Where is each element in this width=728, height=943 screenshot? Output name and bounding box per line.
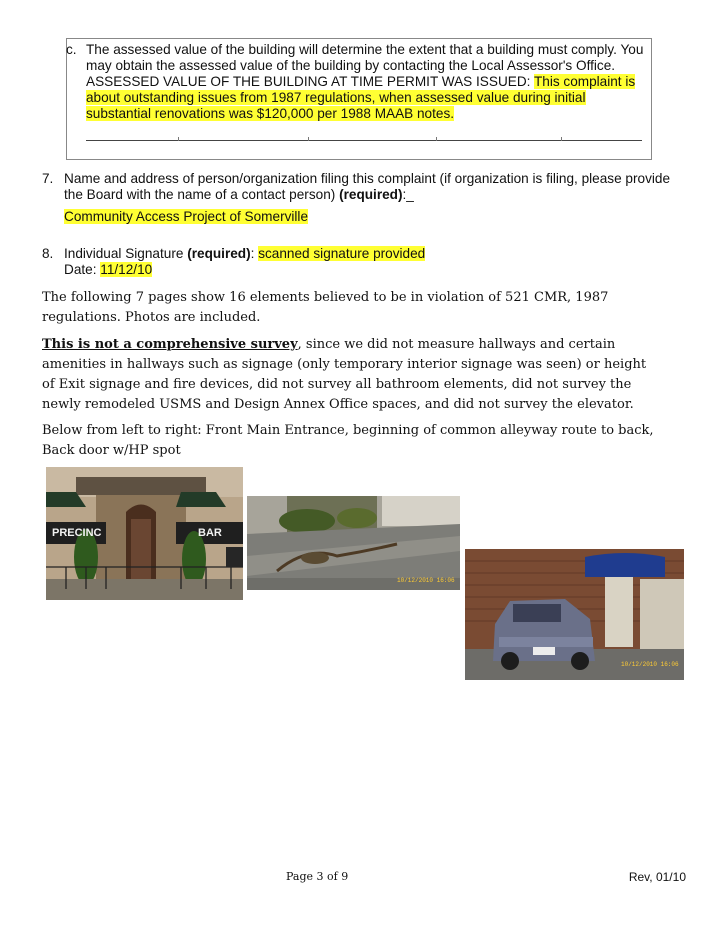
- survey-note-rest: , since we did not measure hallways and certain amenities in hallways such as signage (only temporary interior signage was seen) or height of Exit signage and fire devices, did not survey all bathroom elements, did not survey the newly remodeled USMS and Design Annex Office spaces, and did not survey the elevator.: [42, 337, 647, 412]
- item-7-suffix: :_: [402, 187, 414, 202]
- item-7-answer: Community Access Project of Somerville: [64, 209, 309, 224]
- item-8-question: [64, 246, 674, 278]
- item-c-text2: ASSESSED VALUE OF THE BUILDING AT TIME PERMIT WAS ISSUED:: [86, 74, 534, 89]
- item-7-question: [64, 171, 674, 225]
- item-c-letter: c.: [66, 42, 77, 57]
- item-c-text: [86, 42, 651, 122]
- answer-line: [86, 140, 642, 141]
- item-8-date-label: Date:: [64, 262, 101, 277]
- item-c-highlight: This complaint is about outstanding issues from 1987 regulations, when assessed value during initial substantial renovations was $120,000 per 1988 MAAB notes.: [86, 74, 636, 121]
- revision-label: Rev, 01/10: [628, 870, 686, 884]
- photo-front-entrance: [46, 467, 243, 600]
- photo-caption: Below from left to right: Front Main Entrance, beginning of common alleyway route to back, Back door w/HP spot: [42, 423, 654, 458]
- survey-note-bold: This is not a comprehensive survey: [42, 337, 298, 352]
- intro-paragraph: The following 7 pages show 16 elements believed to be in violation of 521 CMR, 1987 regulations. Photos are included.: [42, 290, 609, 325]
- item-8-required: (required): [187, 246, 251, 261]
- photo1-sign-left: PRECINC: [52, 527, 102, 539]
- item-8-number: 8.: [42, 246, 54, 261]
- item-7-required: (required): [339, 187, 403, 202]
- item-8-answer: scanned signature provided: [258, 246, 426, 261]
- item-7: [42, 171, 671, 231]
- item-8-label: Individual Signature: [64, 246, 188, 261]
- item-8: [42, 246, 662, 282]
- item-8-colon: :: [250, 246, 259, 261]
- survey-note-paragraph: [42, 335, 662, 415]
- item-7-number: 7.: [42, 171, 54, 186]
- item-c-text1: The assessed value of the building will determine the extent that a building must comply. You may obtain the assessed value of the building by contacting the Local Assessor's Office.: [86, 42, 644, 73]
- photo1-sign-right: BAR: [198, 527, 222, 539]
- item-7-text: Name and address of person/organization filing this complaint (if organization is filing, please provide the Board with the name of a contact person): [64, 171, 671, 202]
- photo3-timestamp: 10/12/2010 16:06: [621, 661, 679, 668]
- photo2-timestamp: 10/12/2010 16:06: [397, 577, 455, 584]
- page-number: Page 3 of 9: [286, 870, 349, 883]
- item-8-date-value: 11/12/10: [100, 262, 153, 277]
- photo-alleyway: [247, 496, 460, 590]
- photo-back-door: [465, 549, 684, 680]
